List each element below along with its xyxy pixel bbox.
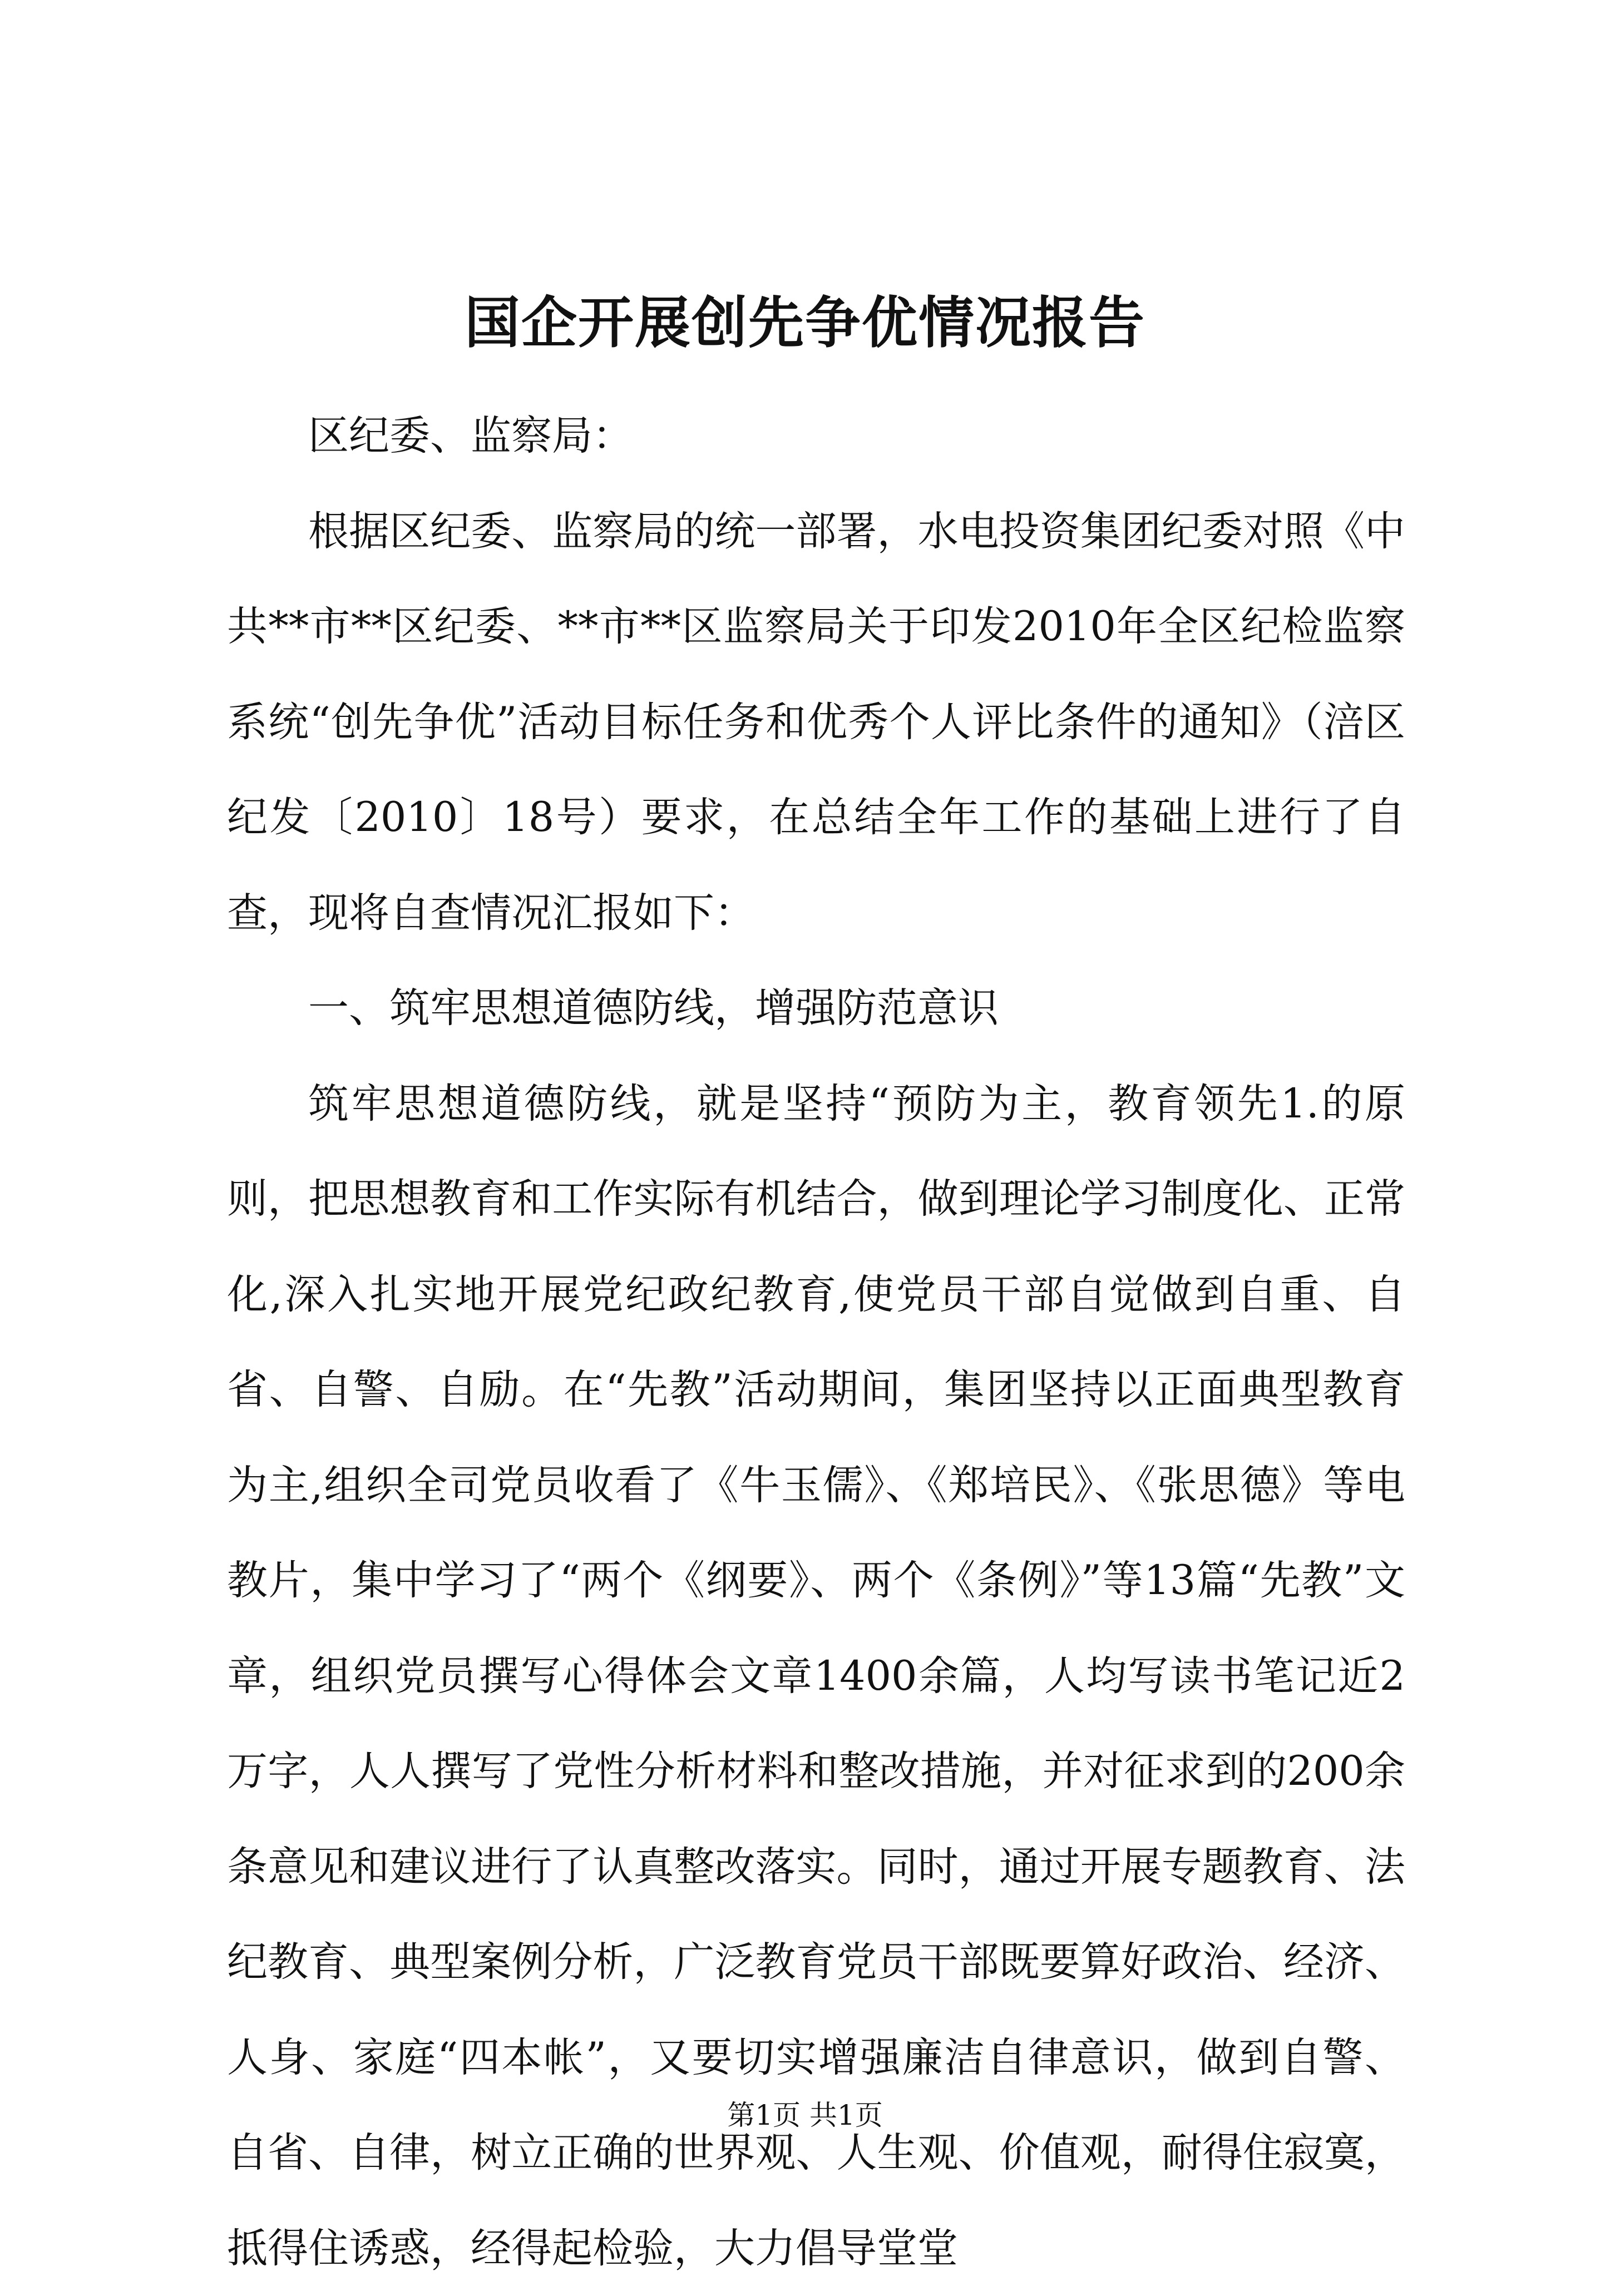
document-title: 国企开展创先争优情况报告: [0, 281, 1610, 364]
section-body-paragraph: 筑牢思想道德防线，就是坚持“预防为主，教育领先1.的原则，把思想教育和工作实际有机结合，做到理论学习制度化、正常化,深入扎实地开展党纪政纪教育,使党员干部自觉做到自重、自省、自警、自励。在“先教”活动期间，集团坚持以正面典型教育为主,组织全司党员收看了《牛玉儒》、《郑培民》、《张思德》等电教片，集中学习了“两个《纲要》、两个《条例》”等13篇“先教”文章，组织党员撰写心得体会文章1400余篇，人均写读书笔记近2万字，人人撰写了党性分析材料和整改措施，并对征求到的200余条意见和建议进行了认真整改落实。同时，通过开展专题教育、法纪教育、典型案例分析，广泛教育党员干部既要算好政治、经济、人身、家庭“四本帐”，又要切实增强廉洁自律意识，做到自警、自省、自律，树立正确的世界观、人生观、价值观，耐得住寂寞，抵得住诱惑，经得起检验，大力倡导堂堂: [227, 1056, 1405, 2296]
document-body: [227, 388, 1405, 2296]
intro-paragraph: 根据区纪委、监察局的统一部署，水电投资集团纪委对照《中共**市**区纪委、**市**区监察局关于印发2010年全区纪检监察系统“创先争优”活动目标任务和优秀个人评比条件的通知》（涪区纪发〔2010〕18号）要求，在总结全年工作的基础上进行了自查，现将自查情况汇报如下：: [227, 484, 1405, 961]
salutation-paragraph: 区纪委、监察局：: [227, 388, 1405, 484]
section-heading: 一、筑牢思想道德防线，增强防范意识: [227, 961, 1405, 1056]
page-footer: 第1页 共1页: [0, 2096, 1610, 2135]
